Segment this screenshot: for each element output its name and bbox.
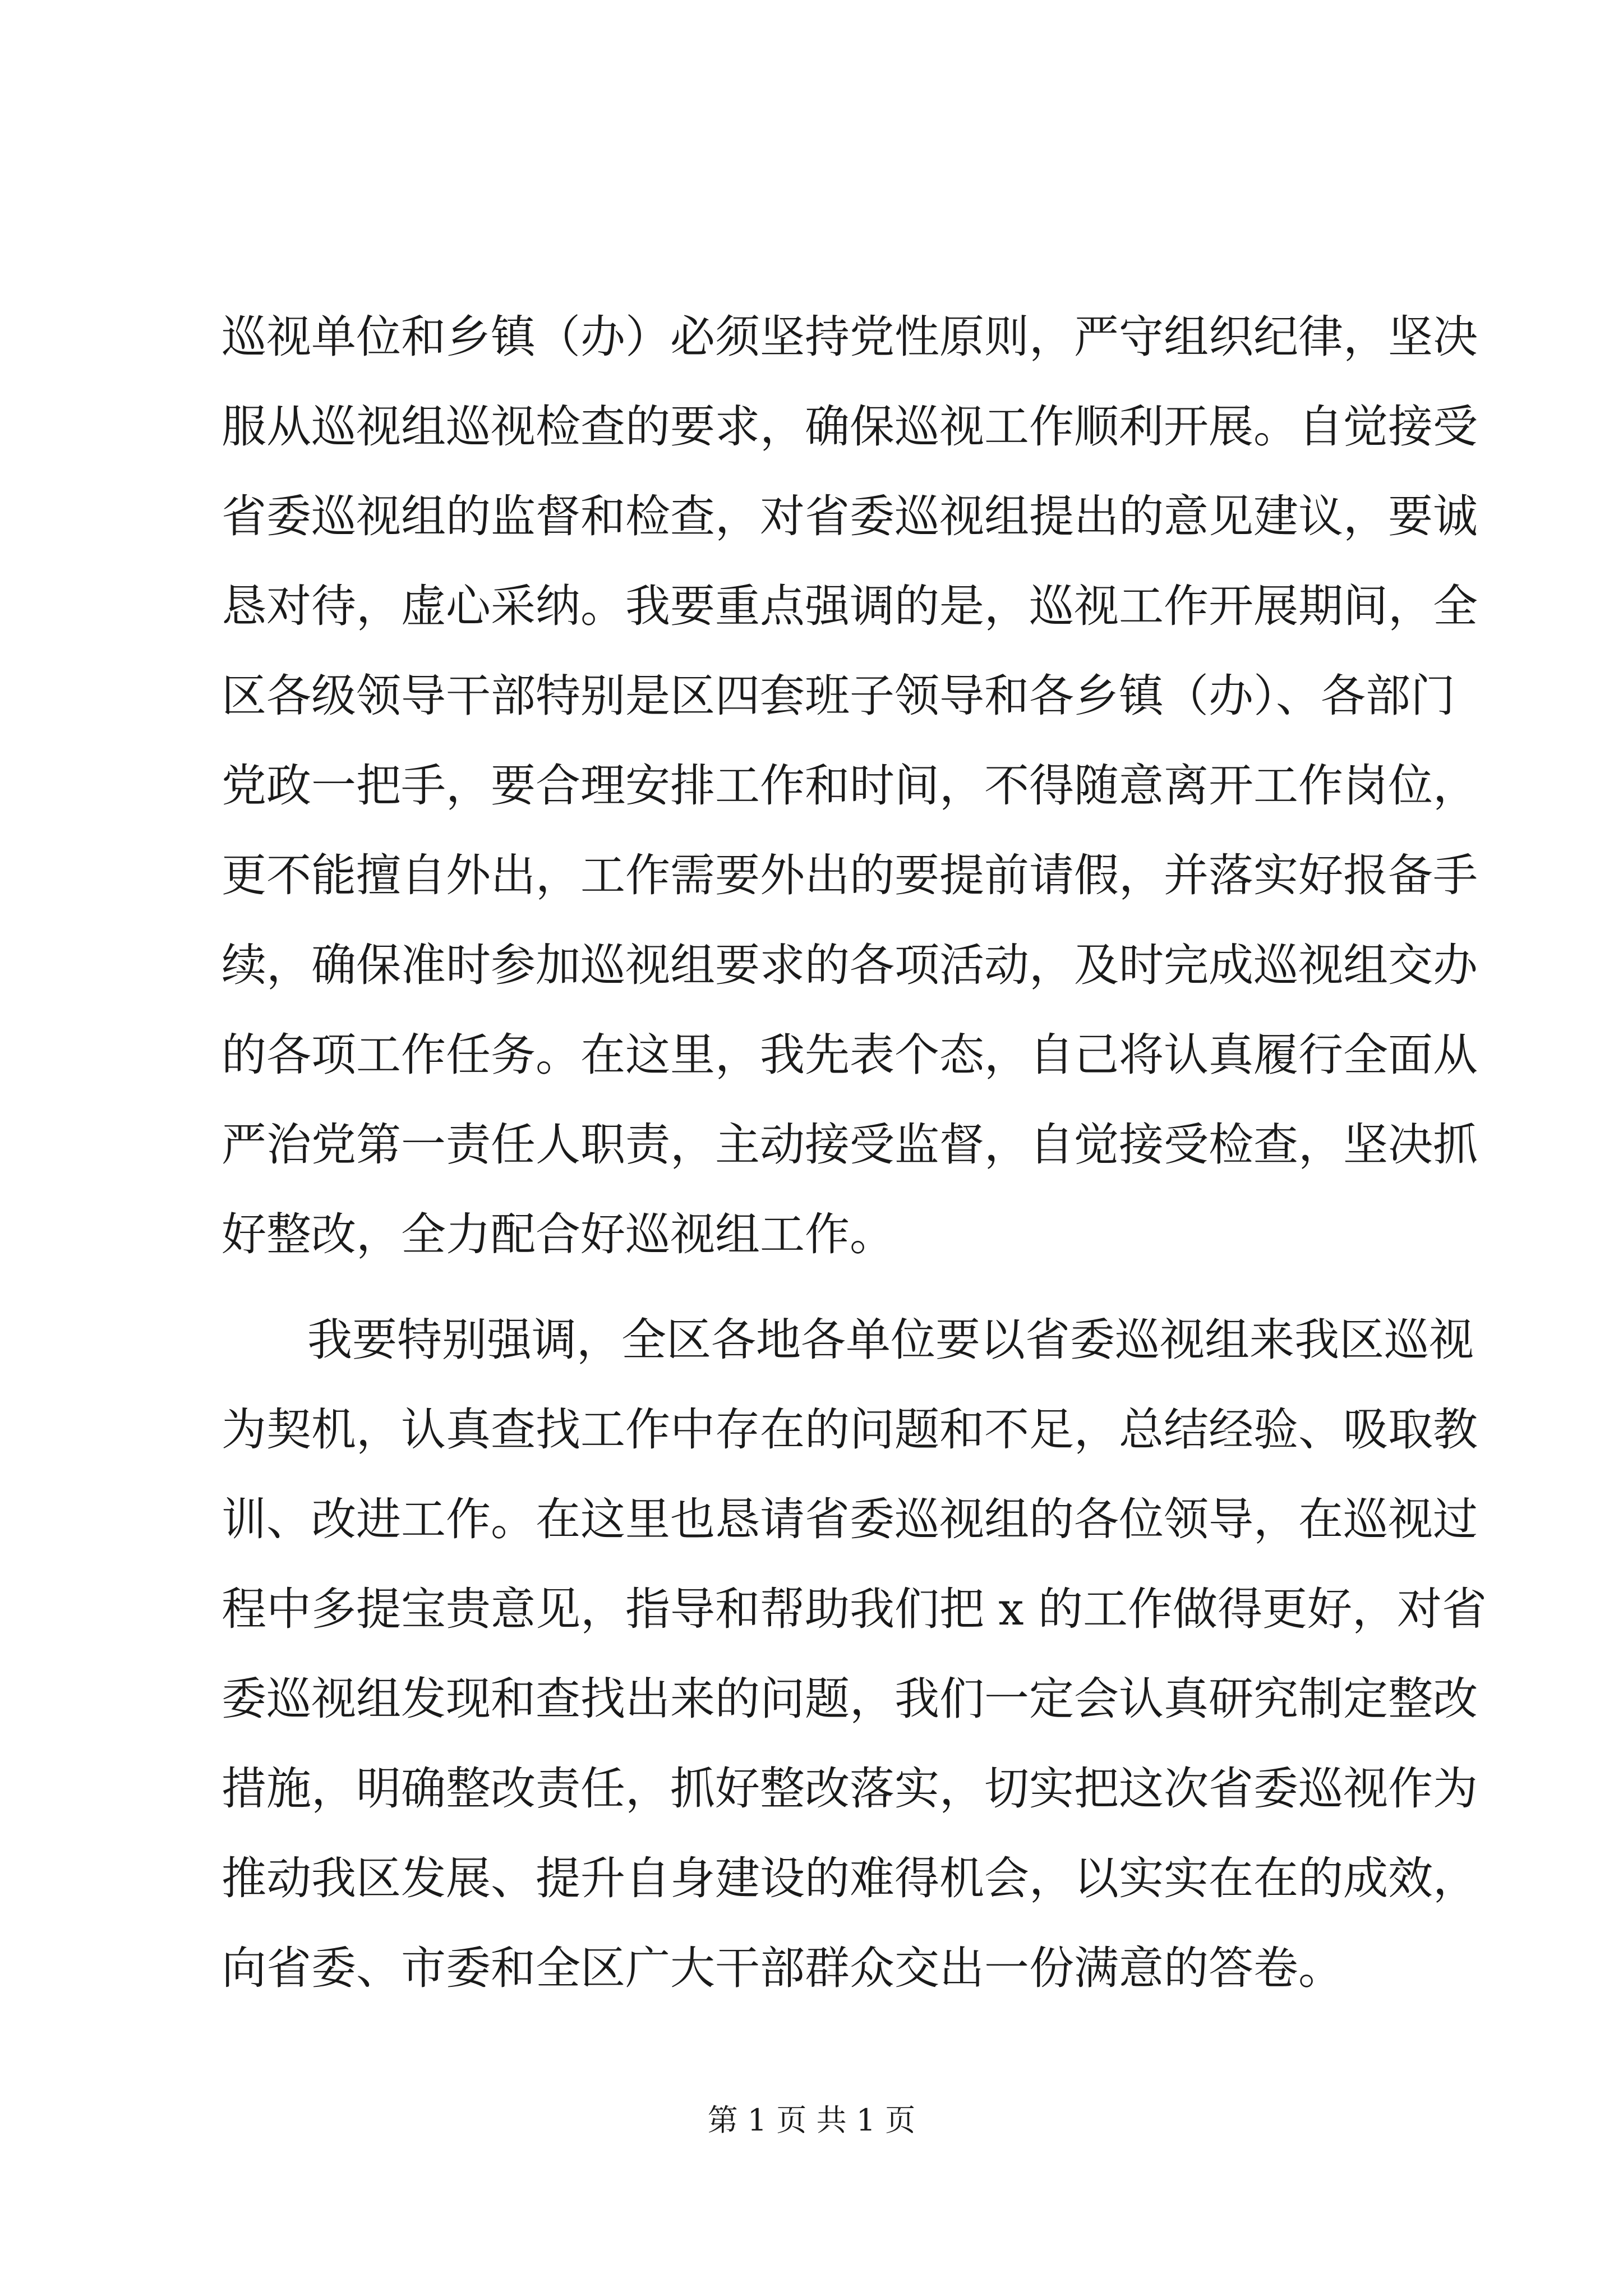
paragraph-line: 措施，明确整改责任，抓好整改落实，切实把这次省委巡视作为 [222,1763,1478,1815]
paragraph-line: 程中多提宝贵意见，指导和帮助我们把 x 的工作做得更好，对省 [222,1583,1487,1635]
paragraph-line: 区各级领导干部特别是区四套班子领导和各乡镇（办）、各部门 [222,670,1455,722]
paragraph-line: 训、改进工作。在这里也恳请省委巡视组的各位领导，在巡视过 [222,1493,1478,1545]
paragraph-line: 为契机，认真查找工作中存在的问题和不足，总结经验、吸取教 [222,1404,1478,1456]
paragraph-line: 服从巡视组巡视检查的要求，确保巡视工作顺利开展。自觉接受 [222,401,1478,453]
paragraph-line: 党政一把手，要合理安排工作和时间，不得随意离开工作岗位， [222,760,1478,812]
paragraph-line: 好整改，全力配合好巡视组工作。 [222,1208,895,1260]
paragraph-line: 推动我区发展、提升自身建设的难得机会，以实实在在的成效， [222,1852,1478,1904]
paragraph-line: 的各项工作任务。在这里，我先表个态，自己将认真履行全面从 [222,1029,1478,1081]
paragraph-line: 省委巡视组的监督和检查，对省委巡视组提出的意见建议，要诚 [222,490,1478,542]
paragraph-line: 恳对待，虚心采纳。我要重点强调的是，巡视工作开展期间，全 [222,580,1478,632]
paragraph-line: 严治党第一责任人职责，主动接受监督，自觉接受检查，坚决抓 [222,1119,1478,1171]
paragraph-line: 向省委、市委和全区广大干部群众交出一份满意的答卷。 [222,1942,1343,1994]
paragraph-line: 委巡视组发现和查找出来的问题，我们一定会认真研究制定整改 [222,1673,1478,1725]
paragraph-line: 续，确保准时参加巡视组要求的各项活动，及时完成巡视组交办 [222,939,1478,991]
paragraph-line: 我要特别强调，全区各地各单位要以省委巡视组来我区巡视 [307,1314,1474,1366]
page-number: 第 1 页 共 1 页 [707,2102,916,2138]
paragraph-line: 更不能擅自外出，工作需要外出的要提前请假，并落实好报备手 [222,849,1478,901]
paragraph-line: 巡视单位和乡镇（办）必须坚持党性原则，严守组织纪律，坚决 [222,311,1478,363]
